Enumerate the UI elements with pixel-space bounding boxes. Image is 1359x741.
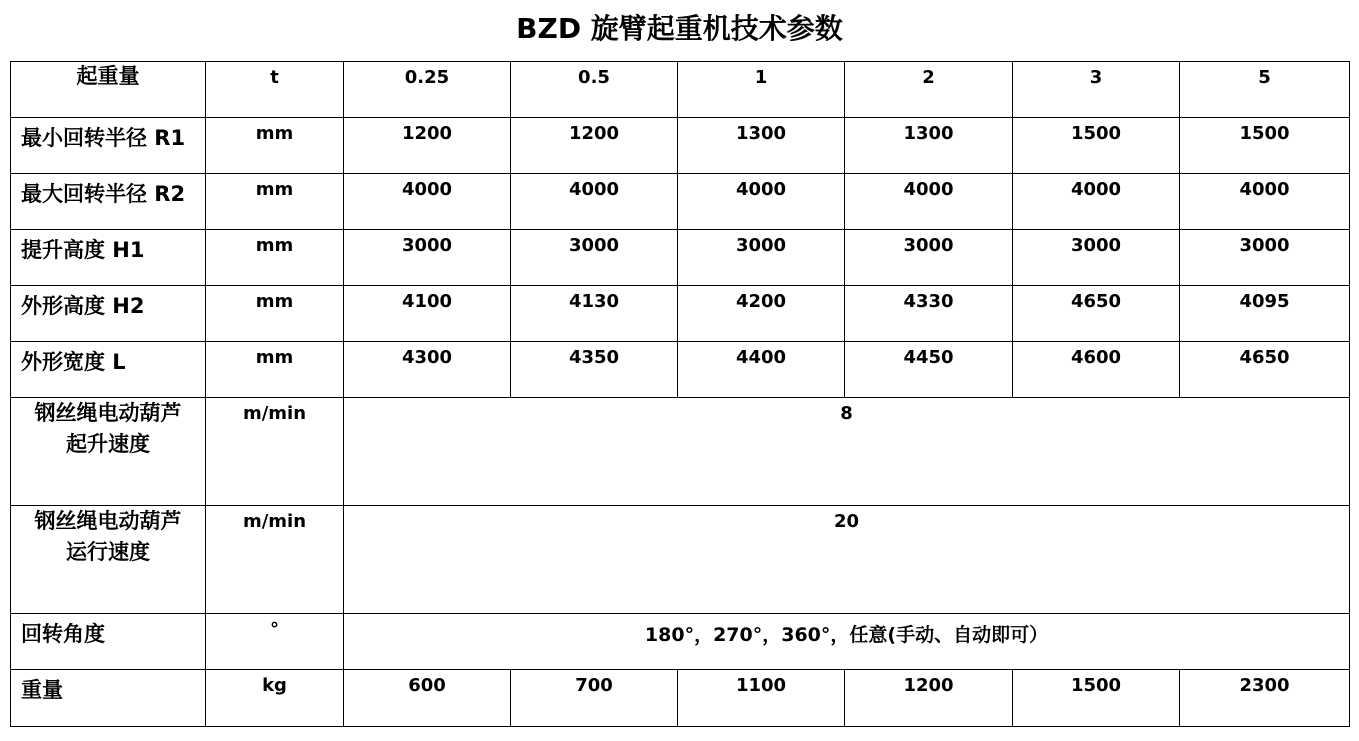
header-capacity-cell: 2 <box>845 62 1013 118</box>
row-value-cell: 1300 <box>845 118 1013 174</box>
hoist-speed-value-cell: 8 <box>344 398 1350 506</box>
row-value-cell: 4000 <box>845 174 1013 230</box>
row-value-cell: 4000 <box>511 174 678 230</box>
header-capacity-cell: 5 <box>1180 62 1350 118</box>
row-label-cell: 最大回转半径 R2 <box>11 174 206 230</box>
hoist-speed-unit-cell: m/min <box>206 398 344 506</box>
row-label-cell: 外形高度 H2 <box>11 286 206 342</box>
weight-value-cell: 1100 <box>678 670 845 727</box>
row-value-cell: 4450 <box>845 342 1013 398</box>
weight-unit-cell: kg <box>206 670 344 727</box>
header-unit-cell: t <box>206 62 344 118</box>
hoist-speed-label-line1: 钢丝绳电动葫芦 <box>34 401 182 425</box>
row-unit-cell: mm <box>206 342 344 398</box>
row-unit-cell: mm <box>206 174 344 230</box>
rotation-unit-cell: ° <box>206 614 344 670</box>
row-value-cell: 4000 <box>678 174 845 230</box>
row-value-cell: 3000 <box>511 230 678 286</box>
row-value-cell: 4000 <box>1013 174 1180 230</box>
document-title: BZD 旋臂起重机技术参数 <box>516 12 843 45</box>
row-value-cell: 1200 <box>511 118 678 174</box>
row-value-cell: 3000 <box>845 230 1013 286</box>
table-header-row <box>11 62 1350 118</box>
row-label-cell: 外形宽度 L <box>11 342 206 398</box>
spec-table <box>10 61 1350 727</box>
table-row <box>11 174 1350 230</box>
row-unit-cell: mm <box>206 286 344 342</box>
travel-speed-label-line1: 钢丝绳电动葫芦 <box>34 509 182 533</box>
row-value-cell: 3000 <box>678 230 845 286</box>
row-value-cell: 4095 <box>1180 286 1350 342</box>
row-value-cell: 4100 <box>344 286 511 342</box>
hoist-speed-label-cell <box>11 398 206 506</box>
weight-value-cell: 1200 <box>845 670 1013 727</box>
header-capacity-cell: 0.25 <box>344 62 511 118</box>
hoist-speed-label-line2: 起升速度 <box>66 432 150 456</box>
table-row-travel-speed <box>11 506 1350 614</box>
table-row-rotation <box>11 614 1350 670</box>
header-capacity-cell: 3 <box>1013 62 1180 118</box>
row-value-cell: 4200 <box>678 286 845 342</box>
weight-label-cell: 重量 <box>11 670 206 727</box>
row-unit-cell: mm <box>206 230 344 286</box>
row-value-cell: 4130 <box>511 286 678 342</box>
rotation-label-cell: 回转角度 <box>11 614 206 670</box>
row-value-cell: 1500 <box>1180 118 1350 174</box>
row-value-cell: 4600 <box>1013 342 1180 398</box>
weight-value-cell: 700 <box>511 670 678 727</box>
row-value-cell: 4000 <box>344 174 511 230</box>
table-row <box>11 286 1350 342</box>
travel-speed-value-cell: 20 <box>344 506 1350 614</box>
table-row <box>11 118 1350 174</box>
row-value-cell: 1300 <box>678 118 845 174</box>
row-value-cell: 4350 <box>511 342 678 398</box>
rotation-value-cell: 180°，270°，360°，任意(手动、自动即可） <box>344 614 1350 670</box>
header-label-cell: 起重量 <box>11 62 206 118</box>
row-value-cell: 3000 <box>1180 230 1350 286</box>
travel-speed-label-line2: 运行速度 <box>66 540 150 564</box>
travel-speed-unit-cell: m/min <box>206 506 344 614</box>
table-row <box>11 342 1350 398</box>
travel-speed-label-cell <box>11 506 206 614</box>
weight-value-cell: 2300 <box>1180 670 1350 727</box>
header-capacity-cell: 0.5 <box>511 62 678 118</box>
row-value-cell: 1200 <box>344 118 511 174</box>
row-label-cell: 最小回转半径 R1 <box>11 118 206 174</box>
table-row-hoist-speed <box>11 398 1350 506</box>
weight-value-cell: 1500 <box>1013 670 1180 727</box>
row-value-cell: 4400 <box>678 342 845 398</box>
row-value-cell: 3000 <box>344 230 511 286</box>
row-label-cell: 提升高度 H1 <box>11 230 206 286</box>
row-unit-cell: mm <box>206 118 344 174</box>
row-value-cell: 4000 <box>1180 174 1350 230</box>
row-value-cell: 4300 <box>344 342 511 398</box>
row-value-cell: 4650 <box>1180 342 1350 398</box>
header-capacity-cell: 1 <box>678 62 845 118</box>
weight-value-cell: 600 <box>344 670 511 727</box>
row-value-cell: 1500 <box>1013 118 1180 174</box>
table-row-weight <box>11 670 1350 727</box>
row-value-cell: 3000 <box>1013 230 1180 286</box>
row-value-cell: 4330 <box>845 286 1013 342</box>
row-value-cell: 4650 <box>1013 286 1180 342</box>
table-row <box>11 230 1350 286</box>
